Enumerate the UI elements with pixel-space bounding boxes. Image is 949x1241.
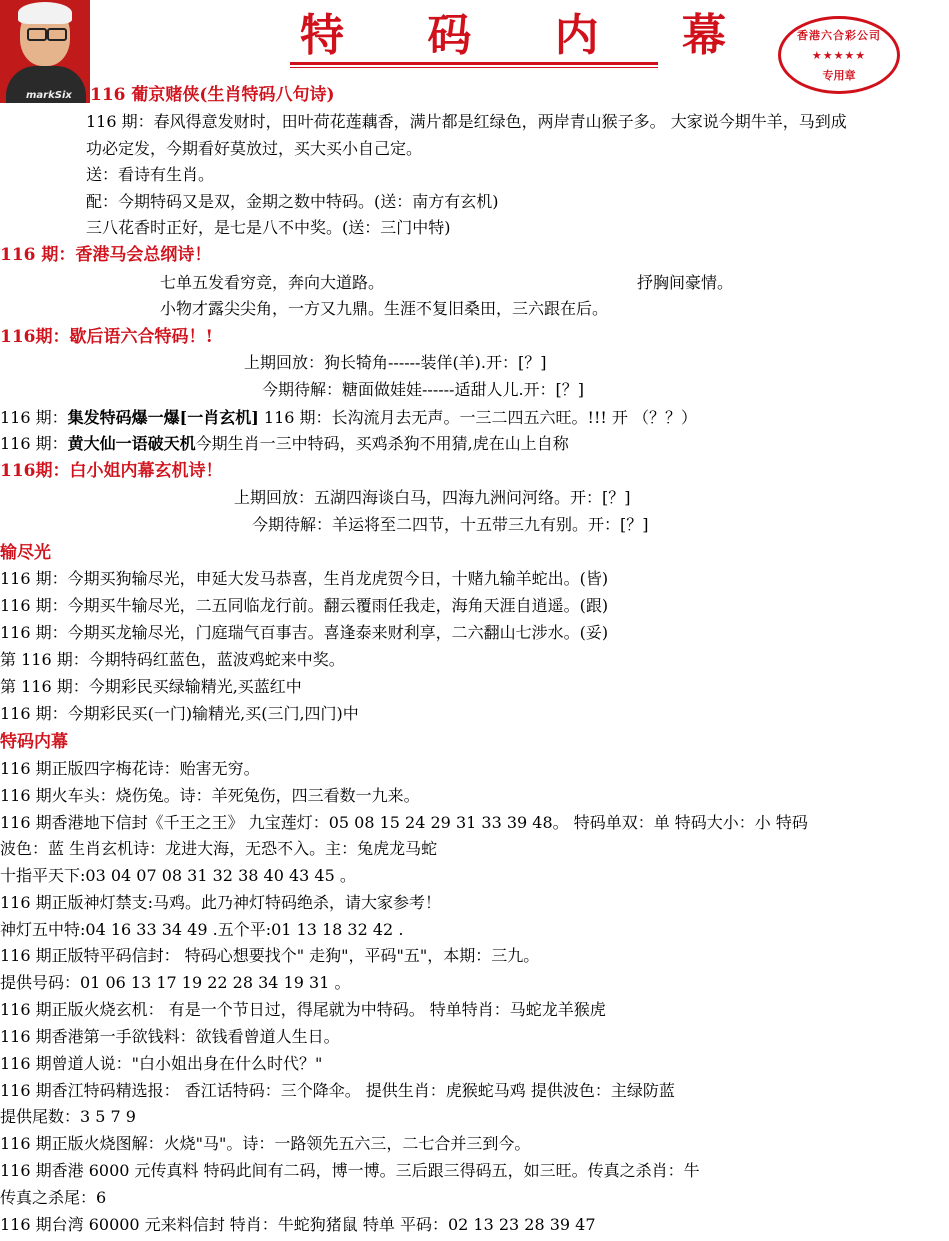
title-underline — [290, 62, 658, 65]
seal-label: 专用章 — [822, 69, 856, 82]
text-line: 抒胸间豪情。 — [637, 273, 734, 292]
text-line: 116 期正版火烧玄机： 有是一个节日过，得尾就为中特码。 特单特肖：马蛇龙羊猴虎 — [0, 1000, 606, 1019]
text-line: 今期待解：糖面做娃娃------适甜人儿.开：[？] — [262, 380, 585, 399]
text-line: 今期待解：羊运将至二四节，十五带三九有别。开：[？] — [252, 515, 649, 534]
text-line: 送：看诗有生肖。 — [86, 165, 215, 184]
section-heading-inside-story: 特码内幕 — [0, 732, 68, 752]
text-line: 传真之杀尾：6 — [0, 1188, 107, 1207]
text-line: 116 期：今期买牛输尽光，二五同临龙行前。翻云覆雨任我走，海角天涯自逍遥。(跟) — [0, 596, 609, 615]
text-line: 116 期台湾 60000 元来料信封 特肖：牛蛇狗猪鼠 特单 平码：02 13 23 28 39 47 — [0, 1215, 596, 1234]
section-heading-proverb: 116期：歇后语六合特码！! — [0, 327, 213, 347]
text-line: 116 期香江特码精选报： 香江话特码：三个降伞。 提供生肖：虎猴蛇马鸡 提供波色：主绿防蓝 — [0, 1081, 675, 1100]
official-seal — [778, 16, 900, 94]
line-bold: 黄大仙一语破天机 — [67, 434, 196, 453]
text-line: 提供尾数：3 5 7 9 — [0, 1107, 136, 1126]
text-line: 116 期正版特平码信封： 特码心想要找个" 走狗"，平码"五"，本期：三九。 — [0, 946, 540, 965]
text-line: 116 期香港地下信封《千王之王》 九宝莲灯：05 08 15 24 29 31 33 39 48。 特码单双：单 特码大小：小 特码 — [0, 813, 808, 832]
text-line: 第 116 期：今期彩民买绿输精光,买蓝红中 — [0, 677, 302, 696]
text-line: 配：今期特码又是双，金期之数中特码。(送：南方有玄机) — [86, 192, 499, 211]
text-line: 神灯五中特:04 16 33 34 49 .五个平:01 13 18 32 42 . — [0, 920, 404, 939]
text-line: 116 期火车头：烧伤兔。诗：羊死兔伤，四三看数一九来。 — [0, 786, 420, 805]
line-rest: 116 期：长沟流月去无声。一三二四五六旺。!!! 开 （？？） — [258, 408, 697, 427]
photo-watermark: markSix — [26, 90, 72, 101]
text-line: 小物才露尖尖角，一方又九鼎。生涯不复旧桑田，三六跟在后。 — [160, 299, 609, 318]
section-heading-lose-all: 输尽光 — [0, 543, 51, 563]
text-line: 波色：蓝 生肖玄机诗：龙进大海，无恐不入。主：兔虎龙马蛇 — [0, 839, 438, 858]
text-line: 116 期正版火烧图解：火烧"马"。诗：一路领先五六三，二七合并三到今。 — [0, 1134, 531, 1153]
text-line: 116 期：春风得意发财时，田叶荷花莲藕香，满片都是红绿色，两岸青山猴子多。 大家说今期牛羊，马到成 — [86, 112, 847, 131]
portrait-photo — [0, 0, 90, 103]
text-line: 116 期：今期买龙输尽光，门庭瑞气百事吉。喜逢泰来财利享，二六翻山七涉水。(妥) — [0, 623, 609, 642]
text-line: 116 期香港 6000 元传真料 特码此间有二码，博一博。三后跟三得码五，如三旺。传真之杀肖：牛 — [0, 1161, 700, 1180]
text-line: 上期回放：狗长犄角------装佯(羊).开：[？] — [244, 353, 547, 372]
page-title: 特 码 内 幕 — [300, 10, 760, 61]
text-line: 116 期：今期彩民买(一门)输精光,买(三门,四门)中 — [0, 704, 359, 723]
text-line — [0, 408, 697, 428]
text-line: 第 116 期：今期特码红蓝色，蓝波鸡蛇来中奖。 — [0, 650, 345, 669]
section-heading-baixiaojie: 116期：白小姐内幕玄机诗！ — [0, 461, 223, 481]
text-line: 116 期正版神灯禁支:马鸡。此乃神灯特码绝杀，请大家参考！ — [0, 893, 442, 912]
text-line: 116 期正版四字梅花诗：贻害无穷。 — [0, 759, 260, 778]
section-heading-poem: 116 葡京赌侠(生肖特码八句诗) — [90, 85, 335, 105]
section-heading-hk-poem: 116 期：香港马会总纲诗！ — [0, 245, 212, 265]
text-line: 上期回放：五湖四海谈白马，四海九洲问河络。开：[？] — [234, 488, 631, 507]
text-line: 116 期：今期买狗输尽光，申延大发马恭喜，生肖龙虎贺今日，十赌九输羊蛇出。(皆) — [0, 569, 609, 588]
text-line: 十指平天下:03 04 07 08 31 32 38 40 43 45 。 — [0, 866, 356, 885]
title-underline-thin — [290, 67, 658, 68]
line-prefix: 116 期： — [0, 434, 68, 453]
portrait-hair — [18, 2, 72, 24]
line-rest: 今期生肖一三中特码，买鸡杀狗不用猜,虎在山上自称 — [195, 434, 569, 453]
text-line: 提供号码：01 06 13 17 19 22 28 34 19 31 。 — [0, 973, 351, 992]
text-line: 功必定发，今期看好莫放过，买大买小自己定。 — [86, 139, 423, 158]
line-prefix: 116 期： — [0, 408, 68, 427]
text-line: 七单五发看穷竞，奔向大道路。 — [160, 273, 385, 292]
glasses-right-icon — [47, 28, 67, 41]
seal-arc-text: 香港六合彩公司 — [797, 29, 881, 42]
text-line: 三八花香时正好，是七是八不中奖。(送：三门中特) — [86, 218, 451, 237]
line-bold: 集发特码爆一爆[一肖玄机] — [67, 408, 259, 427]
text-line: 116 期香港第一手欲钱料：欲钱看曾道人生日。 — [0, 1027, 340, 1046]
glasses-left-icon — [27, 28, 47, 41]
seal-stars: ★★★★★ — [811, 49, 867, 62]
text-line: 116 期曾道人说："白小姐出身在什么时代？" — [0, 1054, 323, 1073]
text-line — [0, 434, 569, 454]
